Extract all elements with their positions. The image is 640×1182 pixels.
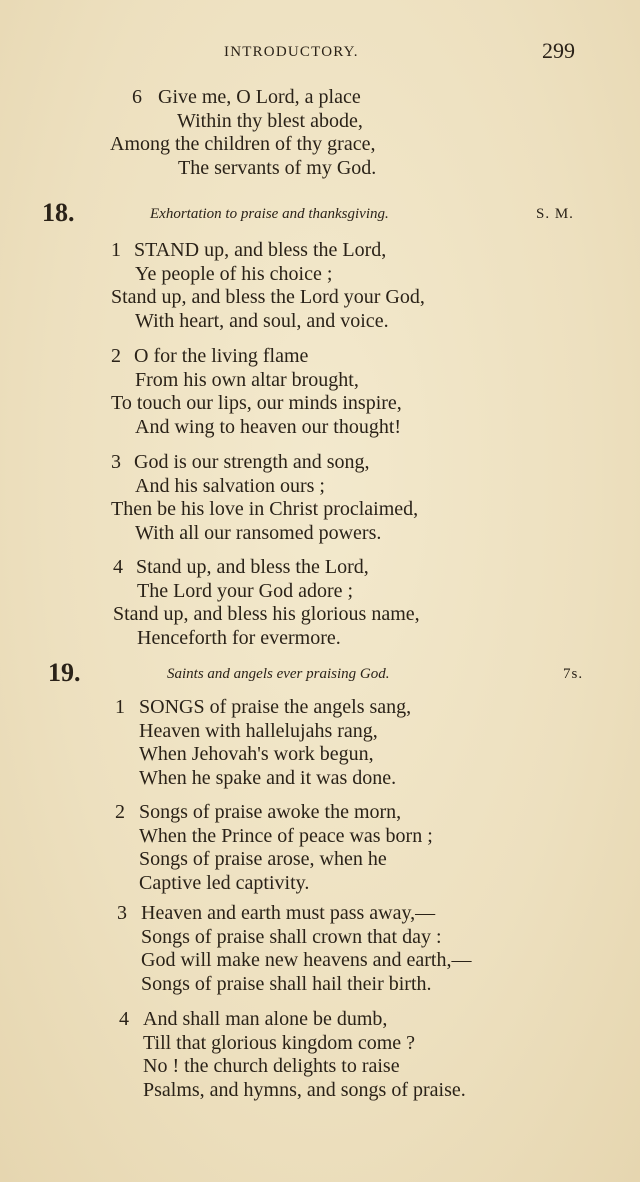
hymn-meter: S. M. <box>536 206 574 222</box>
verse-line: Stand up, and bless the Lord your God, <box>111 286 425 308</box>
verse-line: God will make new heavens and earth,— <box>141 949 472 971</box>
verse-line: Songs of praise shall hail their birth. <box>141 972 432 995</box>
verse-line: Songs of praise arose, when he <box>139 848 387 870</box>
verse-line: Songs of praise shall crown that day : <box>141 925 442 948</box>
verse-line: Captive led captivity. <box>139 871 310 894</box>
stanza-number: 2 <box>111 345 121 367</box>
verse-line: Songs of praise awoke the morn, <box>139 801 402 823</box>
verse-line: No ! the church delights to raise <box>143 1055 400 1077</box>
hymn-19-stanza-4 <box>119 1008 466 1102</box>
verse-line: When the Prince of peace was born ; <box>139 824 433 847</box>
stanza-number: 3 <box>111 451 121 473</box>
verse-line: With all our ransomed powers. <box>135 521 382 544</box>
hymn-subject: Saints and angels ever praising God. <box>167 666 390 682</box>
hymn-18-heading <box>0 198 640 228</box>
hymn-subject: Exhortation to praise and thanksgiving. <box>150 206 389 222</box>
verse-line: SONGS of praise the angels sang, <box>139 696 412 718</box>
hymn-18-stanza-4 <box>113 556 420 650</box>
verse-line: The Lord your God adore ; <box>137 579 354 602</box>
verse-line: O for the living flame <box>134 345 309 367</box>
stanza-number: 1 <box>111 239 121 261</box>
verse-line: Psalms, and hymns, and songs of praise. <box>143 1078 466 1101</box>
verse-line: Heaven with hallelujahs rang, <box>139 719 378 742</box>
verse-line: Stand up, and bless his glorious name, <box>113 603 420 625</box>
verse-line: From his own altar brought, <box>135 368 359 391</box>
verse-line: Within thy blest abode, <box>177 109 363 132</box>
verse-line: STAND up, and bless the Lord, <box>134 239 387 261</box>
hymn-18-stanza-2 <box>111 345 402 439</box>
stanza-number: 4 <box>119 1008 129 1030</box>
hymn-number: 19. <box>48 658 81 687</box>
page-number: 299 <box>542 38 575 63</box>
verse-line: When Jehovah's work begun, <box>139 743 374 765</box>
hymn-19-stanza-3 <box>117 902 471 996</box>
hymn-19-heading <box>0 658 640 688</box>
running-head <box>0 38 640 68</box>
verse-line: Give me, O Lord, a place <box>158 86 361 108</box>
verse-line: Till that glorious kingdom come ? <box>143 1031 416 1054</box>
hymn-19-stanza-1 <box>115 696 411 790</box>
verse-line: And shall man alone be dumb, <box>143 1008 388 1030</box>
hymn-18-stanza-3 <box>111 451 418 545</box>
verse-line: God is our strength and song, <box>134 451 370 473</box>
stanza-number: 4 <box>113 556 123 578</box>
verse-line: When he spake and it was done. <box>139 766 397 789</box>
hymn-meter: 7s. <box>563 666 584 682</box>
stanza-number: 6 <box>132 86 142 108</box>
verse-line: Heaven and earth must pass away,— <box>141 902 436 924</box>
hymn-19-stanza-2 <box>115 801 433 895</box>
verse-line: And his salvation ours ; <box>135 474 325 497</box>
stanza-number: 1 <box>115 696 125 718</box>
stanza-number: 3 <box>117 902 127 924</box>
hymn-18-stanza-1 <box>111 239 425 333</box>
verse-line: And wing to heaven our thought! <box>135 415 402 438</box>
stanza-continued-6 <box>110 86 377 180</box>
running-title: INTRODUCTORY. <box>224 44 359 60</box>
verse-line: The servants of my God. <box>178 156 377 179</box>
hymn-number: 18. <box>42 198 75 227</box>
verse-line: Stand up, and bless the Lord, <box>136 556 369 578</box>
verse-line: Then be his love in Christ proclaimed, <box>111 498 419 520</box>
verse-line: Among the children of thy grace, <box>110 133 376 155</box>
verse-line: To touch our lips, our minds inspire, <box>111 392 402 414</box>
verse-line: With heart, and soul, and voice. <box>135 309 389 332</box>
stanza-number: 2 <box>115 801 125 823</box>
verse-line: Ye people of his choice ; <box>135 262 333 285</box>
verse-line: Henceforth for evermore. <box>137 626 341 649</box>
